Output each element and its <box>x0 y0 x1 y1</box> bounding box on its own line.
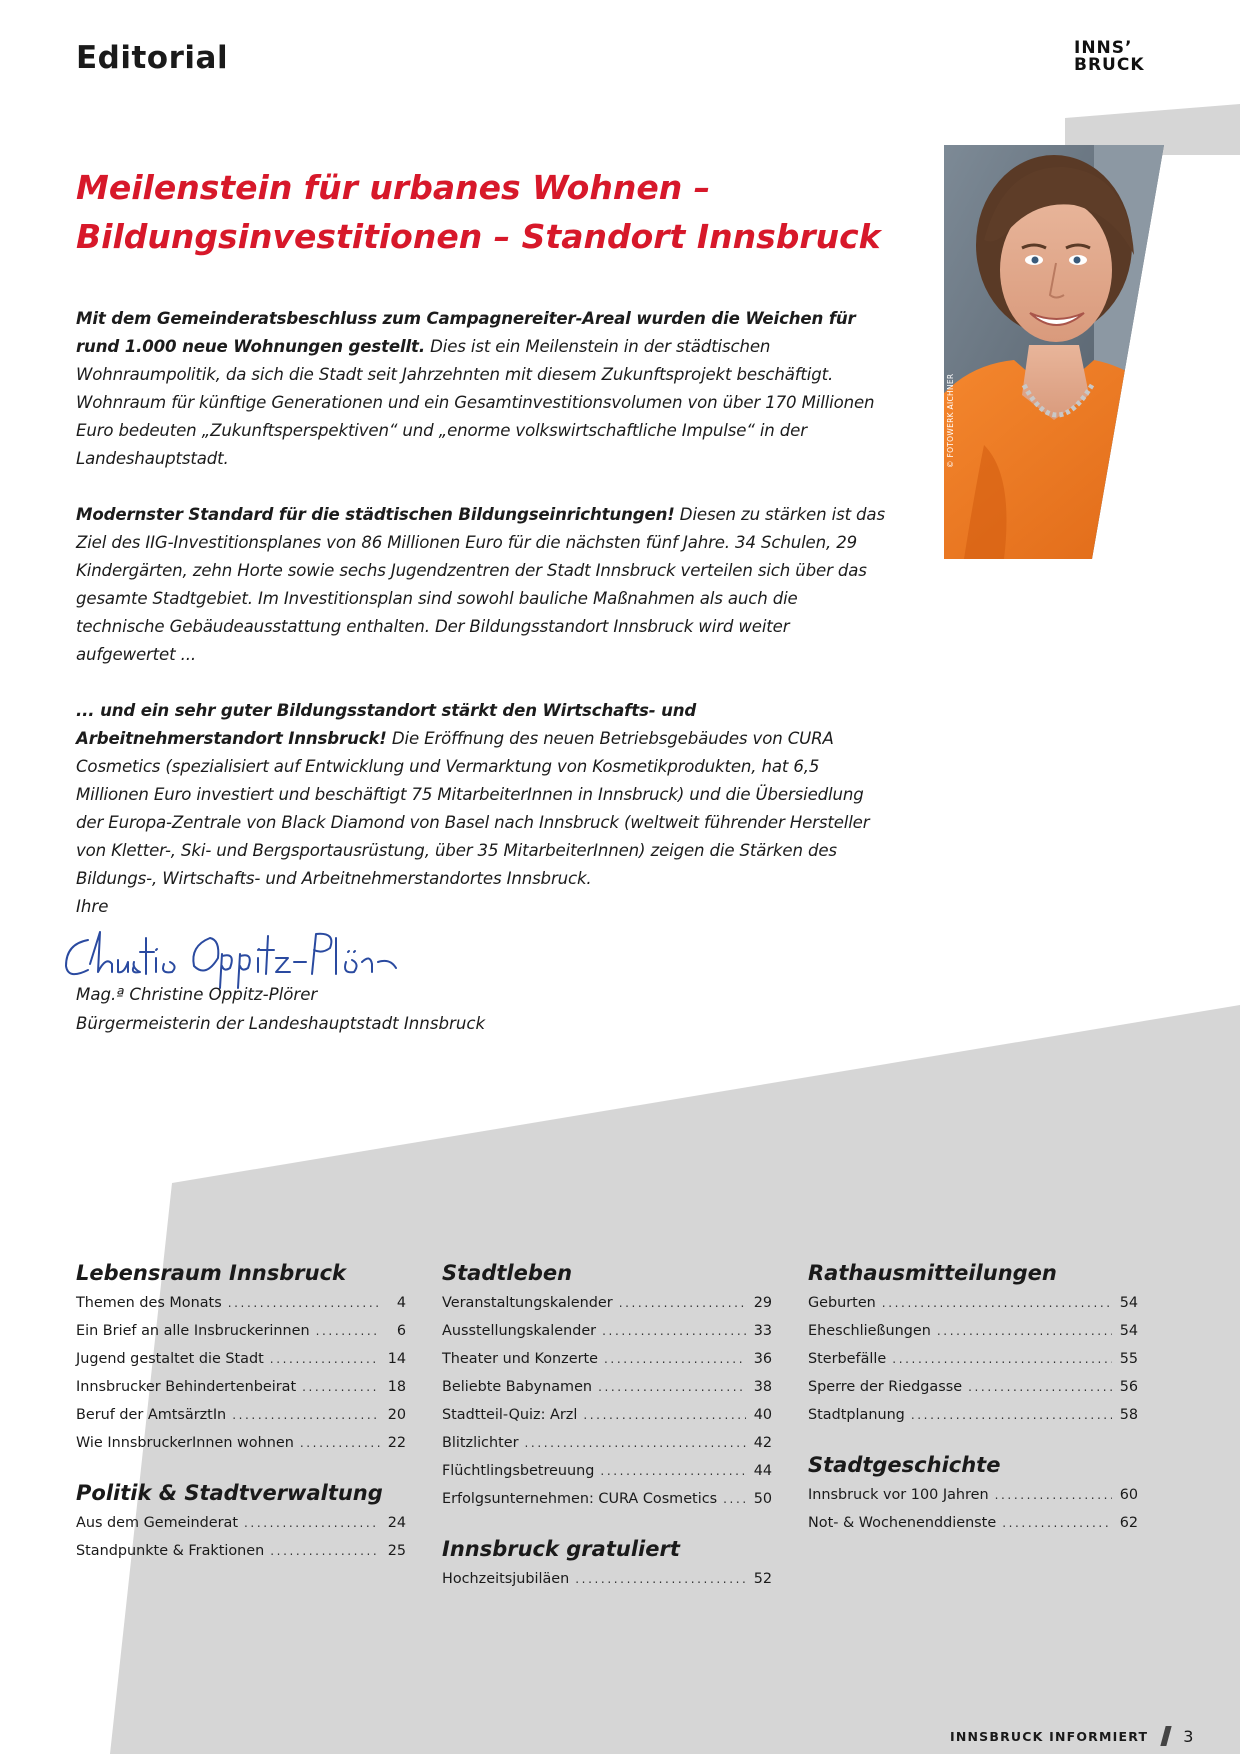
logo-line-2: BRUCK <box>1074 55 1145 75</box>
toc-group <box>808 1450 1138 1537</box>
toc-column-2 <box>442 1258 772 1614</box>
toc-entry[interactable] <box>442 1345 772 1373</box>
toc-entry-label: Sperre der Riedgasse <box>808 1379 963 1395</box>
toc-entry-label: Innsbrucker Behindertenbeirat <box>76 1379 297 1395</box>
paragraph-text: Dies ist ein Meilenstein in der städtischen Wohnraumpolitik, da sich die Stadt seit Jahrzehnten mit diesem Zukunftsprojekt beschäftigt. Wohnraum für künftige Generationen und ein Gesamtinvestitionsvolumen von über 170 Millionen Euro bedeuten „Zukunftsperspektiven“ und „enorme volkswirtschaftliche Impulse“ in der Landeshauptstadt. <box>76 337 875 468</box>
toc-entry-label: Wie InnsbruckerInnen wohnen <box>76 1435 294 1451</box>
page-number: 3 <box>1183 1726 1194 1746</box>
toc-entry-page: 44 <box>753 1463 772 1479</box>
toc-entry-page: 33 <box>753 1323 772 1339</box>
toc-entry-label: Geburten <box>808 1295 876 1311</box>
toc-entry-label: Not- & Wochenenddienste <box>808 1515 997 1531</box>
toc-group <box>76 1478 406 1565</box>
toc-heading: Stadtgeschichte <box>808 1453 1001 1477</box>
toc-entry-label: Eheschließungen <box>808 1323 931 1339</box>
footer-divider <box>1161 1726 1172 1746</box>
toc-group <box>442 1534 772 1593</box>
signoff-greeting: Ihre <box>76 897 109 916</box>
paragraph-education <box>76 501 886 669</box>
toc-entry-page: 18 <box>387 1379 406 1395</box>
toc-entry-page: 62 <box>1119 1515 1138 1531</box>
section-title: Editorial <box>76 40 229 76</box>
toc-entry-label: Aus dem Gemeinderat <box>76 1515 238 1531</box>
headline-line-2: Bildungsinvestitionen – Standort Innsbruck <box>76 217 881 256</box>
toc-entry[interactable] <box>808 1345 1138 1373</box>
toc-entry[interactable] <box>442 1401 772 1429</box>
toc-entry-page: 52 <box>753 1571 772 1587</box>
toc-entry-label: Stadtteil-Quiz: Arzl <box>442 1407 578 1423</box>
innsbruck-logo <box>1074 40 1145 74</box>
headline-line-1: Meilenstein für urbanes Wohnen – <box>76 168 711 207</box>
toc-entry-label: Innsbruck vor 100 Jahren <box>808 1487 989 1503</box>
paragraph-lead: Modernster Standard für die städtischen Bildungseinrichtungen! <box>76 505 675 524</box>
toc-entry[interactable] <box>442 1565 772 1593</box>
page-footer <box>950 1726 1193 1746</box>
signer-name: Mag.ª Christine Oppitz-Plörer <box>76 985 318 1004</box>
toc-entry-page: 55 <box>1119 1351 1138 1367</box>
toc-entry-page: 6 <box>396 1323 406 1339</box>
toc-entry-page: 14 <box>387 1351 406 1367</box>
signer-block <box>76 980 485 1038</box>
toc-entry[interactable] <box>808 1289 1138 1317</box>
article-body <box>76 305 886 921</box>
logo-line-1: INNS’ <box>1074 38 1133 58</box>
toc-entry-label: Blitzlichter <box>442 1435 519 1451</box>
toc-heading: Rathausmitteilungen <box>808 1261 1057 1285</box>
paragraph-lead: ... und ein sehr guter Bildungsstandort stärkt den Wirtschafts- und Arbeitnehmerstandort Innsbruck! <box>76 701 697 748</box>
toc-entry[interactable] <box>76 1509 406 1537</box>
toc-entry-label: Veranstaltungskalender <box>442 1295 613 1311</box>
toc-entry[interactable] <box>808 1509 1138 1537</box>
toc-entry-label: Sterbefälle <box>808 1351 887 1367</box>
toc-entry[interactable] <box>76 1289 406 1317</box>
paragraph-text: Die Eröffnung des neuen Betriebsgebäudes von CURA Cosmetics (spezialisiert auf Entwicklung und Vermarktung von Kosmetikprodukten, hat 6,5 Millionen Euro investiert und beschäftigt 75 MitarbeiterInnen in Innsbruck) und die Übersiedlung der Europa-Zentrale von Black Diamond von Basel nach Innsbruck (weltweit führender Hersteller von Kletter-, Ski- und Bergsportausrüstung, über 35 MitarbeiterInnen) zeigen die Stärken des Bildungs-, Wirtschafts- und Arbeitnehmerstandortes Innsbruck. <box>76 729 870 888</box>
toc-entry-label: Jugend gestaltet die Stadt <box>76 1351 264 1367</box>
toc-entry-label: Ein Brief an alle Insbruckerinnen <box>76 1323 310 1339</box>
toc-entry-page: 20 <box>387 1407 406 1423</box>
toc-entry-page: 54 <box>1119 1295 1138 1311</box>
toc-heading: Innsbruck gratuliert <box>442 1537 680 1561</box>
toc-entry[interactable] <box>442 1373 772 1401</box>
toc-heading: Stadtleben <box>442 1261 573 1285</box>
toc-entry-page: 58 <box>1119 1407 1138 1423</box>
article-headline <box>76 163 896 261</box>
toc-entry[interactable] <box>808 1373 1138 1401</box>
toc-entry[interactable] <box>76 1401 406 1429</box>
toc-entry[interactable] <box>76 1373 406 1401</box>
toc-group <box>76 1258 406 1457</box>
paragraph-text: Diesen zu stärken ist das Ziel des IIG-Investitionsplanes von 86 Millionen Euro für die nächsten fünf Jahre. 34 Schulen, 29 Kindergärten, zehn Horte sowie sechs Jugendzentren der Stadt Innsbruck verteilen sich über das gesamte Stadtgebiet. Im Investitionsplan sind sowohl bauliche Maßnahmen als auch die technische Gebäudeausstattung enthalten. Der Bildungsstandort Innsbruck wird weiter aufgewertet ... <box>76 505 885 664</box>
toc-entry[interactable] <box>808 1401 1138 1429</box>
toc-entry[interactable] <box>808 1481 1138 1509</box>
toc-entry-page: 24 <box>387 1515 406 1531</box>
toc-entry-page: 42 <box>753 1435 772 1451</box>
toc-entry[interactable] <box>442 1429 772 1457</box>
toc-entry-label: Beruf der AmtsärztIn <box>76 1407 227 1423</box>
toc-entry-label: Hochzeitsjubiläen <box>442 1571 570 1587</box>
toc-entry[interactable] <box>442 1317 772 1345</box>
toc-entry-label: Theater und Konzerte <box>442 1351 598 1367</box>
signer-role: Bürgermeisterin der Landeshauptstadt Innsbruck <box>76 1014 486 1033</box>
toc-column-1 <box>76 1258 406 1586</box>
toc-entry-page: 22 <box>387 1435 406 1451</box>
paragraph-economy <box>76 697 886 893</box>
toc-group <box>442 1258 772 1513</box>
toc-entry-page: 50 <box>753 1491 772 1507</box>
mayor-portrait-photo <box>944 145 1164 559</box>
toc-entry-label: Themen des Monats <box>76 1295 222 1311</box>
toc-entry-page: 54 <box>1119 1323 1138 1339</box>
toc-entry[interactable] <box>76 1345 406 1373</box>
toc-entry[interactable] <box>76 1537 406 1565</box>
toc-entry[interactable] <box>442 1485 772 1513</box>
toc-entry-label: Erfolgsunternehmen: CURA Cosmetics <box>442 1491 718 1507</box>
toc-heading: Lebensraum Innsbruck <box>76 1261 346 1285</box>
toc-entry-page: 29 <box>753 1295 772 1311</box>
toc-entry-page: 25 <box>387 1543 406 1559</box>
toc-entry[interactable] <box>76 1317 406 1345</box>
photo-credit: © FOTOWERK AICHNER <box>946 373 955 468</box>
paragraph-lead: Mit dem Gemeinderatsbeschluss zum Campagnereiter-Areal wurden die Weichen für rund 1.000 neue Wohnungen gestellt. <box>76 309 856 356</box>
toc-entry[interactable] <box>808 1317 1138 1345</box>
toc-entry-page: 4 <box>396 1295 406 1311</box>
publication-name: INNSBRUCK INFORMIERT <box>950 1728 1149 1744</box>
toc-entry-label: Ausstellungskalender <box>442 1323 597 1339</box>
toc-entry-page: 36 <box>753 1351 772 1367</box>
toc-entry-page: 60 <box>1119 1487 1138 1503</box>
toc-entry-label: Standpunkte & Fraktionen <box>76 1543 265 1559</box>
toc-column-3 <box>808 1258 1138 1558</box>
toc-entry-page: 40 <box>753 1407 772 1423</box>
toc-entry-page: 56 <box>1119 1379 1138 1395</box>
toc-entry-page: 38 <box>753 1379 772 1395</box>
toc-entry[interactable] <box>442 1289 772 1317</box>
toc-heading: Politik & Stadtverwaltung <box>76 1481 383 1505</box>
toc-entry-label: Stadtplanung <box>808 1407 905 1423</box>
toc-entry[interactable] <box>76 1429 406 1457</box>
toc-entry-label: Beliebte Babynamen <box>442 1379 593 1395</box>
toc-group <box>808 1258 1138 1429</box>
paragraph-housing <box>76 305 886 473</box>
toc-entry-label: Flüchtlingsbetreuung <box>442 1463 595 1479</box>
toc-entry[interactable] <box>442 1457 772 1485</box>
